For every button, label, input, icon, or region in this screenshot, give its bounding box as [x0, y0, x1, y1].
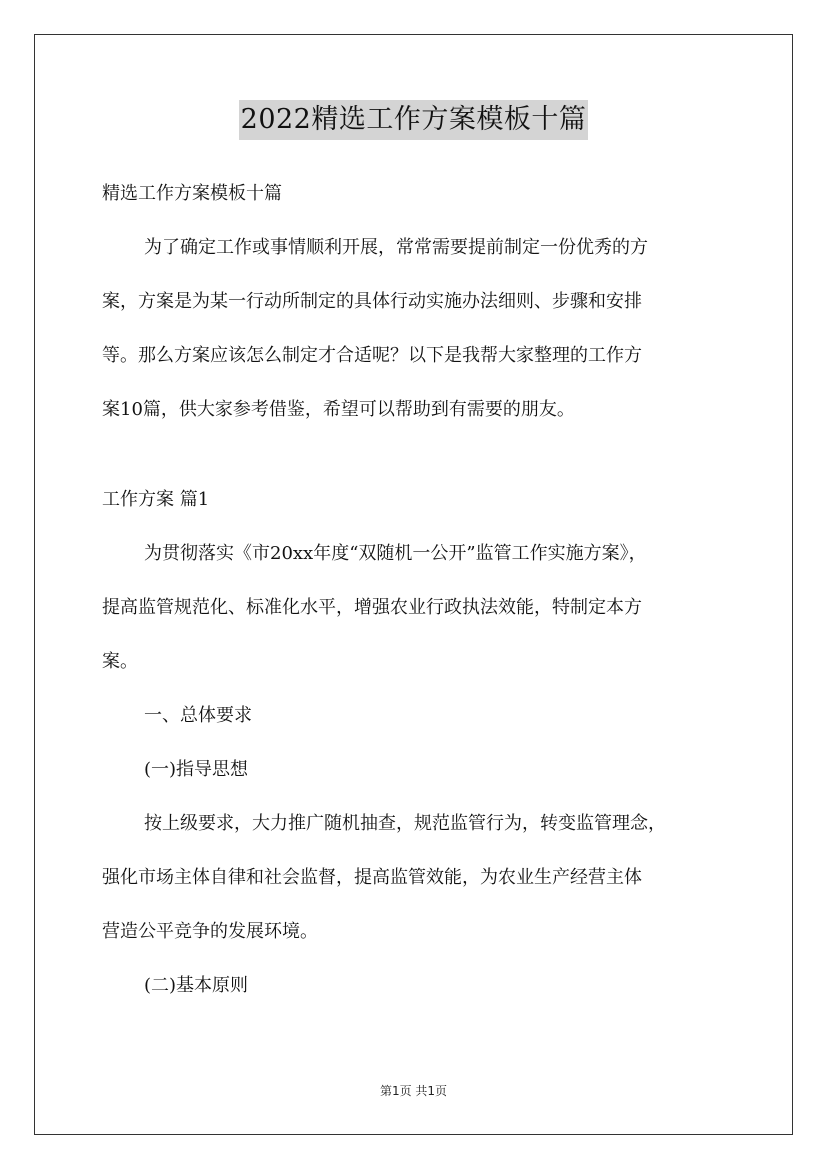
heading-basic-principles: (二)基本原则: [144, 975, 249, 996]
para1-line-2: 提高监管规范化、标准化水平，增强农业行政执法效能，特制定本方: [102, 597, 642, 618]
document-subtitle: 精选工作方案模板十篇: [102, 183, 282, 204]
para1-line-1: 为贯彻落实《市20xx年度“双随机一公开”监管工作实施方案》，: [144, 543, 647, 564]
intro-line-1: 为了确定工作或事情顺利开展，常常需要提前制定一份优秀的方: [144, 237, 648, 258]
title-wrap: [0, 100, 827, 140]
para1-line-3: 案。: [102, 651, 138, 672]
document-title: 2022精选工作方案模板十篇: [239, 100, 589, 140]
heading-general-requirements: 一、总体要求: [144, 705, 252, 726]
para2-line-2: 强化市场主体自律和社会监督，提高监管效能，为农业生产经营主体: [102, 867, 642, 888]
intro-line-4: 案10篇，供大家参考借鉴，希望可以帮助到有需要的朋友。: [102, 399, 575, 420]
document-body: [102, 176, 742, 1004]
para2-line-3: 营造公平竞争的发展环境。: [102, 921, 318, 942]
intro-line-2: 案，方案是为某一行动所制定的具体行动实施办法细则、步骤和安排: [102, 291, 642, 312]
page-footer: 第1页 共1页: [379, 1084, 448, 1098]
intro-line-3: 等。那么方案应该怎么制定才合适呢？以下是我帮大家整理的工作方: [102, 345, 642, 366]
para2-line-1: 按上级要求，大力推广随机抽查，规范监管行为，转变监管理念，: [144, 813, 666, 834]
heading-guiding-ideology: (一)指导思想: [144, 759, 249, 780]
section-heading: 工作方案 篇1: [102, 489, 210, 510]
